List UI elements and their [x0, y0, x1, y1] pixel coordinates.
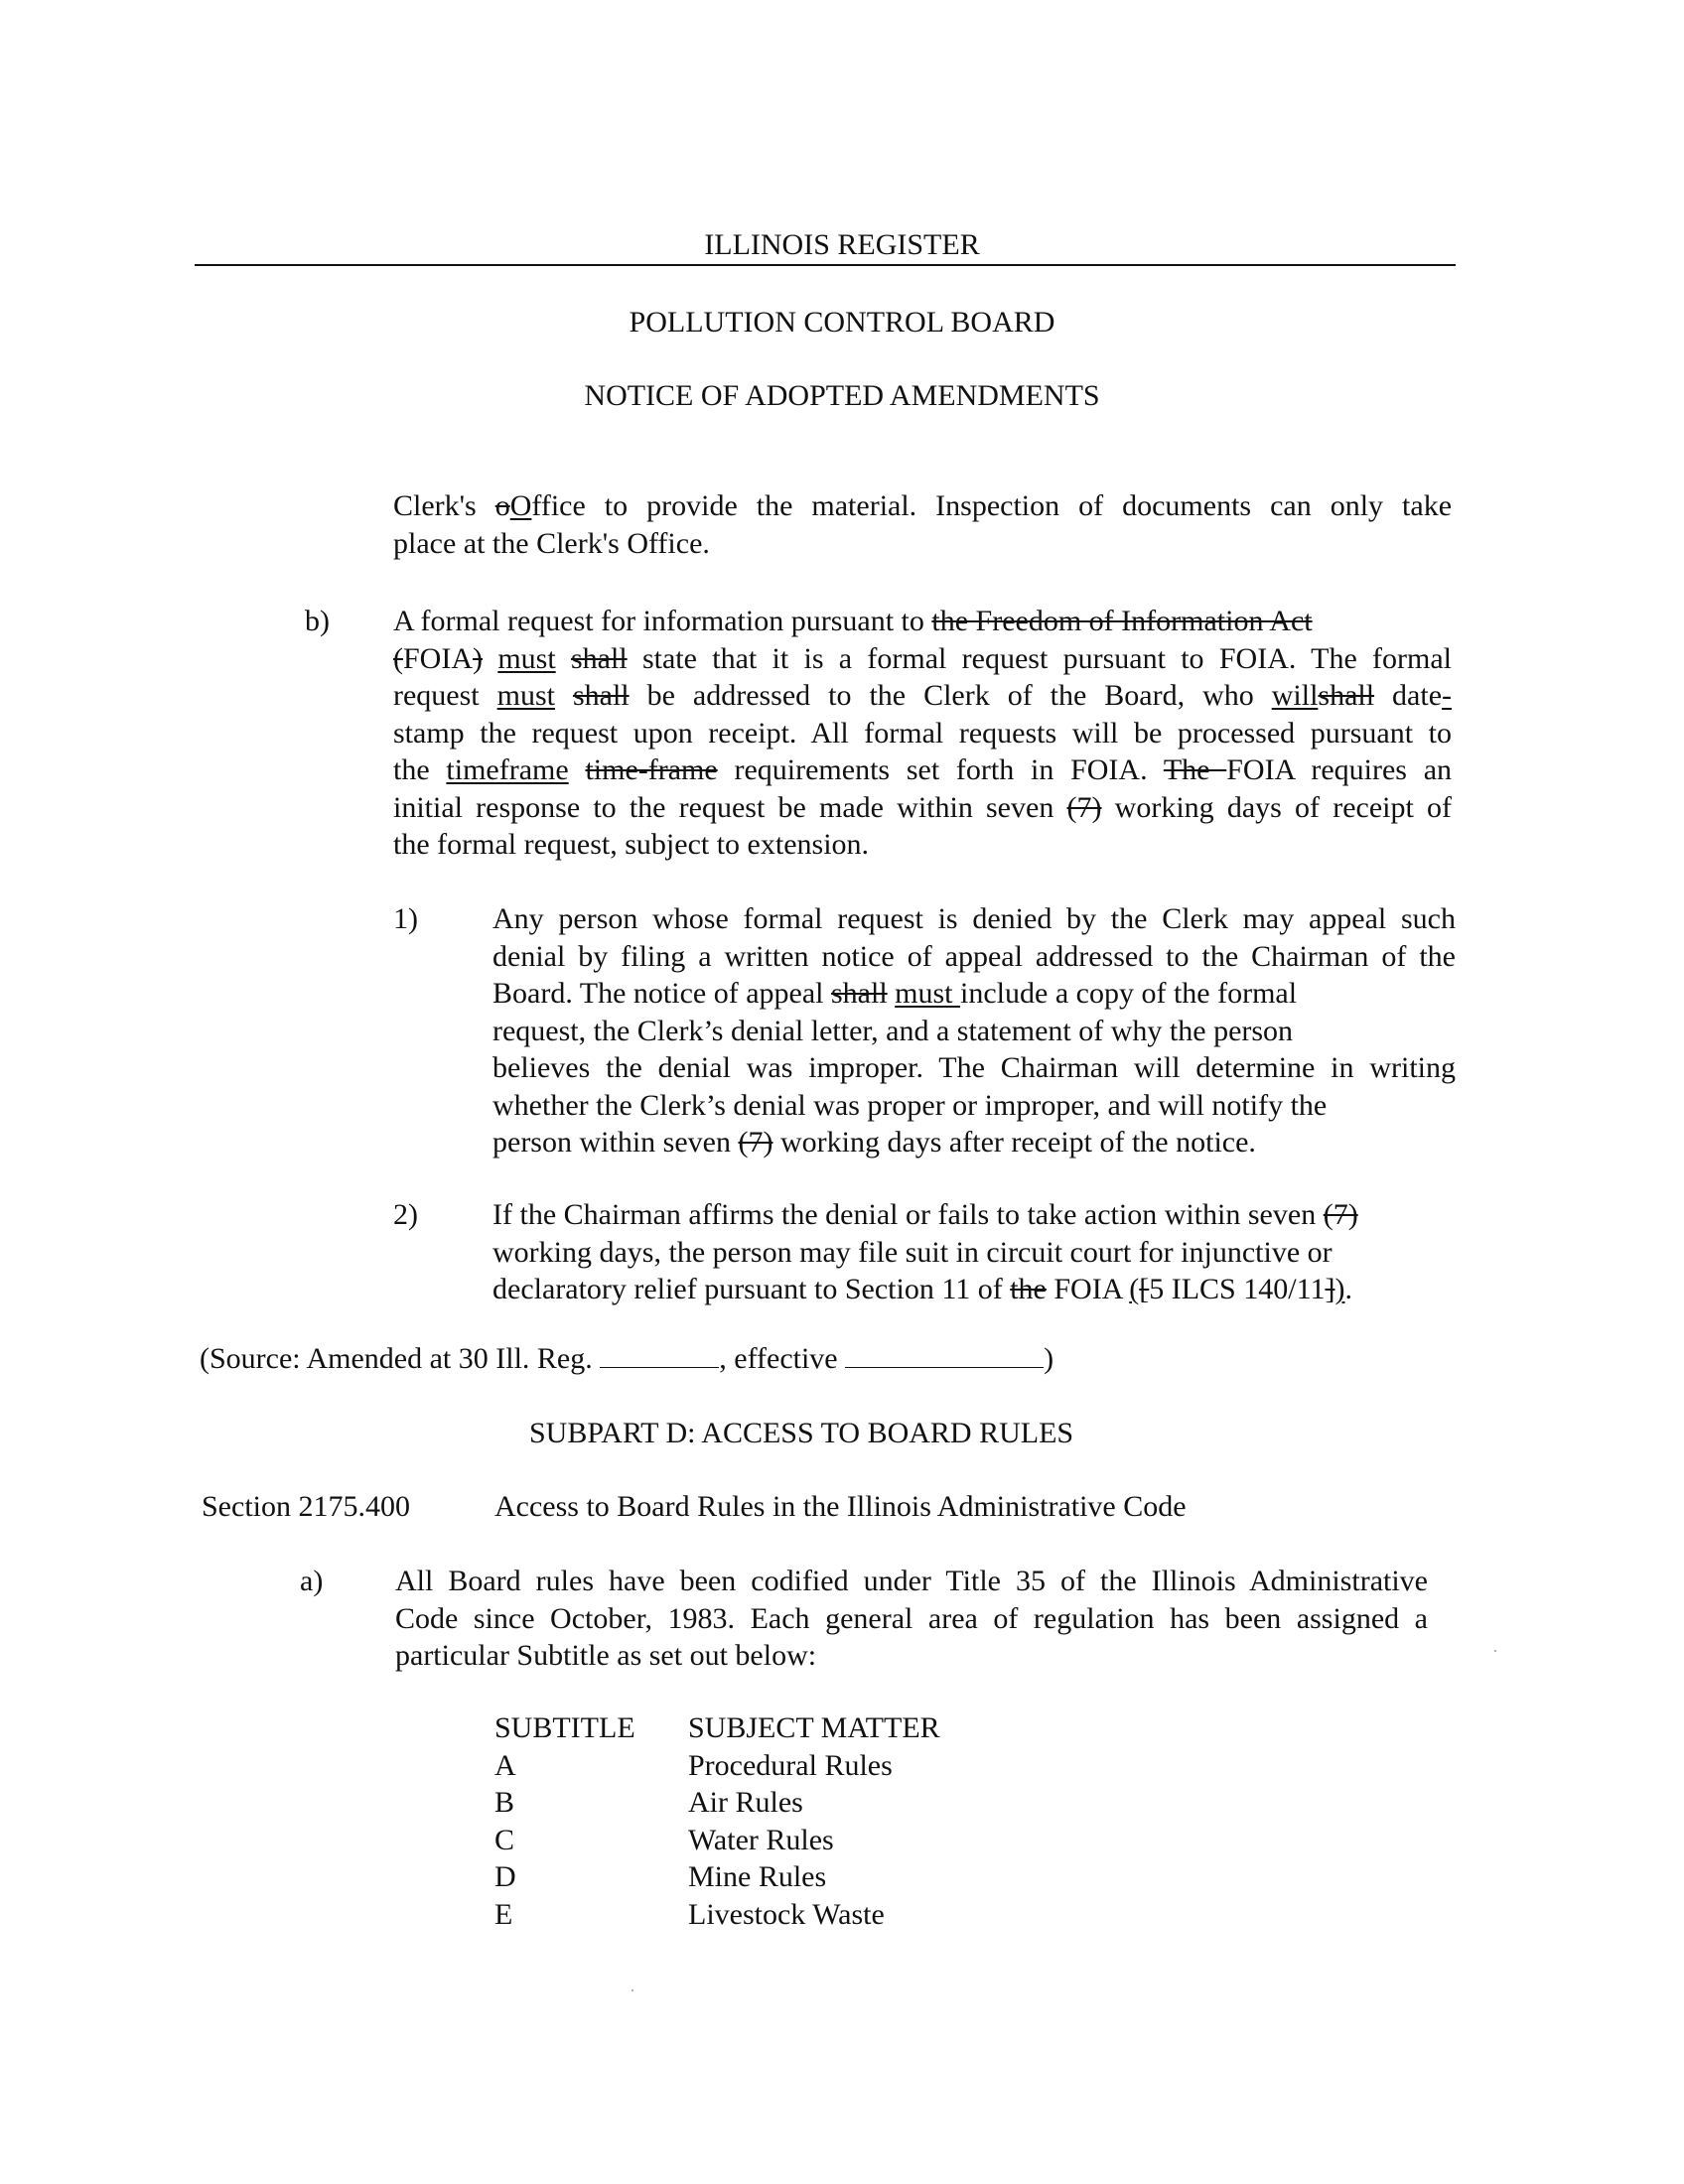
item-1-line-5: believes the denial was improper. The Chairman will determine in writing	[492, 1051, 1456, 1084]
text: If the Chairman affirms the denial or fails to take action within seven	[492, 1198, 1324, 1231]
inserted-text: will	[1271, 679, 1319, 712]
text: state that it is a formal request pursuant to FOIA. The formal	[627, 641, 1453, 675]
table-cell: Air Rules	[688, 1786, 803, 1819]
item-b-line-6	[393, 789, 1452, 827]
text: FOIA requires an	[1226, 753, 1453, 786]
text: ffice to provide the material. Inspection of documents can only take	[531, 489, 1453, 522]
source-note	[200, 1340, 1053, 1378]
item-a-line-2: Code since October, 1983. Each general area of regulation has been assigned a	[395, 1601, 1428, 1635]
item-1-line-2: denial by filing a written notice of appeal addressed to the Chairman of the	[492, 939, 1456, 973]
item-a-marker: a)	[300, 1565, 324, 1597]
scan-speck	[632, 1989, 633, 1991]
item-b-line-1	[393, 603, 1452, 640]
deleted-text: o	[494, 489, 510, 522]
table-cell: Mine Rules	[688, 1860, 827, 1893]
deleted-text: (7)	[738, 1126, 773, 1159]
item-b-line-2	[393, 640, 1452, 678]
inserted-text: -	[1442, 679, 1453, 712]
deleted-text: ]	[1325, 1273, 1335, 1305]
table-cell: C	[494, 1823, 515, 1856]
text: Clerk's	[393, 489, 495, 522]
deleted-text: The	[1163, 753, 1227, 786]
deleted-text: time-frame	[585, 753, 718, 786]
deleted-text: (7)	[1323, 1198, 1358, 1231]
header-rule	[195, 264, 1456, 266]
item-1-line-7	[492, 1124, 1456, 1161]
item-b-line-5	[393, 751, 1452, 789]
text: FOIA	[1046, 1273, 1130, 1305]
text: working days after receipt of the notice.	[772, 1126, 1256, 1159]
item-1-line-6: whether the Clerk’s denial was proper or improper, and will notify the	[492, 1088, 1328, 1122]
deleted-text: the	[1010, 1273, 1047, 1305]
intro-line-1	[393, 487, 1452, 525]
item-2-marker: 2)	[393, 1198, 418, 1231]
intro-line-2: place at the Clerk's Office.	[393, 526, 710, 560]
inserted-text: must	[895, 977, 961, 1010]
item-b-line-4: stamp the request upon receipt. All formal requests will be processed pursuant to	[393, 716, 1452, 750]
table-cell: B	[494, 1786, 515, 1819]
item-a-line-1: All Board rules have been codified under Title 35 of the Illinois Administrative	[395, 1565, 1428, 1597]
table-row	[494, 1896, 940, 1934]
item-b-line-7: the formal request, subject to extension.	[393, 828, 870, 861]
item-1-line-1: Any person whose formal request is denied by the Clerk may appeal such	[492, 902, 1456, 935]
deleted-text: the Freedom of Information Act	[931, 605, 1313, 637]
item-1-line-4: request, the Clerk’s denial letter, and a statement of why the person	[492, 1014, 1294, 1047]
item-2-line-3	[492, 1271, 1456, 1308]
text: working days of receipt of	[1101, 790, 1452, 824]
table-row	[494, 1858, 940, 1896]
section-number: Section 2175.400	[202, 1490, 410, 1523]
section-title: Access to Board Rules in the Illinois Administrative Code	[494, 1490, 1187, 1523]
effective-date-blank	[845, 1341, 1044, 1368]
text: requirements set forth in FOIA.	[717, 753, 1164, 786]
text: .	[1344, 1273, 1352, 1305]
inserted-text: timeframe	[446, 753, 569, 786]
deleted-text: shall	[571, 641, 628, 675]
text: (Source: Amended at 30 Ill. Reg.	[200, 1342, 601, 1375]
table-cell: E	[494, 1897, 513, 1931]
text: Board. The notice of appeal	[492, 977, 831, 1010]
register-title: ILLINOIS REGISTER	[704, 228, 980, 261]
text: request	[393, 679, 497, 712]
text: include a copy of the formal	[960, 977, 1298, 1010]
table-row	[494, 1747, 940, 1785]
text: declaratory relief pursuant to Section 11 of	[492, 1273, 1011, 1305]
table-row	[494, 1784, 940, 1822]
subpart-heading: SUBPART D: ACCESS TO BOARD RULES	[529, 1417, 1074, 1449]
text: person within seven	[492, 1126, 739, 1159]
table-header: SUBJECT MATTER	[688, 1711, 940, 1744]
item-a-paragraph	[395, 1563, 1428, 1675]
text: date	[1374, 679, 1443, 712]
table-cell: Water Rules	[688, 1823, 834, 1856]
table-cell: A	[494, 1748, 516, 1782]
item-2-line-2: working days, the person may file suit in circuit court for injunctive or	[492, 1235, 1333, 1269]
text: FOIA	[403, 641, 474, 675]
deleted-text: shall	[831, 977, 888, 1010]
item-a-line-3: particular Subtitle as set out below:	[395, 1639, 817, 1672]
text: , effective	[719, 1342, 846, 1375]
item-b-line-3	[393, 677, 1452, 715]
table-cell: Procedural Rules	[688, 1748, 893, 1782]
scan-speck	[1494, 1650, 1496, 1652]
inserted-text: must	[497, 641, 556, 675]
deleted-text: (7)	[1066, 790, 1102, 824]
deleted-text: shall	[1318, 679, 1375, 712]
intro-paragraph	[393, 487, 1452, 562]
text: )	[1044, 1342, 1054, 1375]
text: 5 ILCS 140/11	[1149, 1273, 1326, 1305]
table-header-row	[494, 1709, 940, 1747]
item-2-line-1	[492, 1196, 1456, 1234]
item-1-marker: 1)	[393, 902, 418, 935]
deleted-text: (	[393, 641, 403, 675]
table-header: SUBTITLE	[494, 1711, 635, 1744]
table-row	[494, 1822, 940, 1859]
inserted-text: O	[509, 489, 532, 522]
item-1-line-3	[492, 975, 1456, 1013]
text: initial response to the request be made within seven	[393, 790, 1067, 824]
text: be addressed to the Clerk of the Board, who	[629, 679, 1272, 712]
register-page-blank	[600, 1341, 719, 1368]
text: the	[393, 753, 447, 786]
text: A formal request for information pursuant to	[393, 605, 932, 637]
table-cell: Livestock Waste	[688, 1897, 885, 1931]
deleted-text: [	[1139, 1273, 1150, 1305]
inserted-text: )	[1334, 1273, 1345, 1305]
deleted-text: shall	[572, 679, 630, 712]
notice-title: NOTICE OF ADOPTED AMENDMENTS	[584, 379, 1100, 412]
inserted-text: (	[1129, 1273, 1140, 1305]
item-1-paragraph	[492, 900, 1456, 1161]
table-cell: D	[494, 1860, 516, 1893]
item-2-paragraph	[492, 1196, 1456, 1308]
deleted-text: )	[473, 641, 484, 675]
subtitle-table	[494, 1709, 940, 1933]
inserted-text: must	[496, 679, 555, 712]
item-b-paragraph	[393, 603, 1452, 864]
agency-title: POLLUTION CONTROL BOARD	[629, 306, 1055, 339]
item-b-marker: b)	[305, 605, 330, 637]
